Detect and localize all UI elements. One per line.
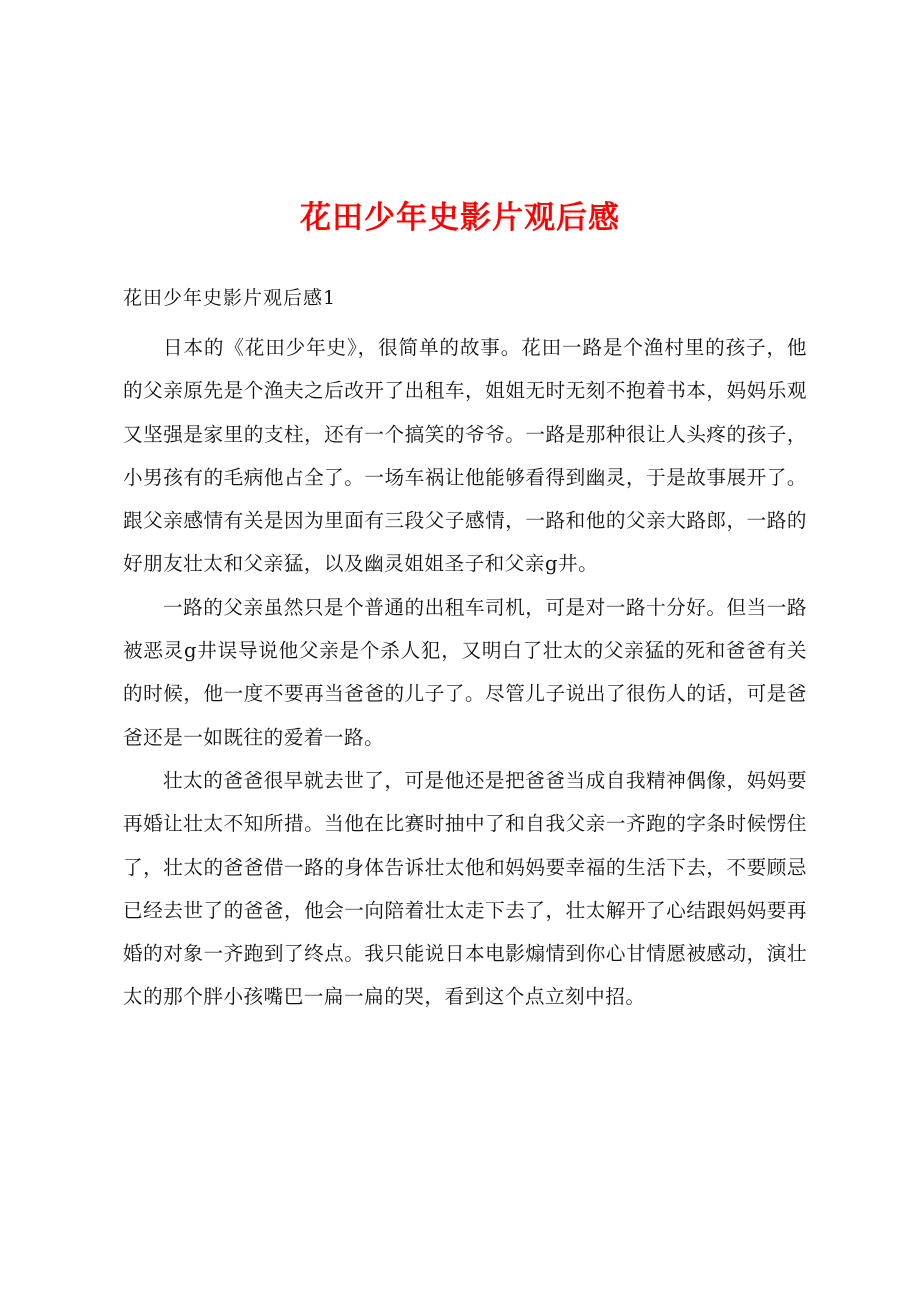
document-body (123, 326, 807, 1019)
section-heading: 花田少年史影片观后感1 (123, 287, 337, 309)
paragraph-2: 一路的父亲虽然只是个普通的出租车司机，可是对一路十分好。但当一路被恶灵g井误导说他父亲是个杀人犯，又明白了壮太的父亲猛的死和爸爸有关的时候，他一度不要再当爸爸的儿子了。尽管儿子说出了很伤人的话，可是爸爸还是一如既往的爱着一路。 (123, 595, 807, 749)
paragraph-1: 日本的《花田少年史》，很简单的故事。花田一路是个渔村里的孩子，他的父亲原先是个渔夫之后改开了出租车，姐姐无时无刻不抱着书本，妈妈乐观又坚强是家里的支柱，还有一个搞笑的爷爷。一路是那种很让人头疼的孩子，小男孩有的毛病他占全了。一场车祸让他能够看得到幽灵，于是故事展开了。跟父亲感情有关是因为里面有三段父子感情，一路和他的父亲大路郎，一路的好朋友壮太和父亲猛，以及幽灵姐姐圣子和父亲g井。 (123, 336, 807, 576)
paragraph-3: 壮太的爸爸很早就去世了，可是他还是把爸爸当成自我精神偶像，妈妈要再婚让壮太不知所措。当他在比赛时抽中了和自我父亲一齐跑的字条时候愣住了，壮太的爸爸借一路的身体告诉壮太他和妈妈要幸福的生活下去，不要顾忌已经去世了的爸爸，他会一向陪着壮太走下去了，壮太解开了心结跟妈妈要再婚的对象一齐跑到了终点。我只能说日本电影煽情到你心甘情愿被感动，演壮太的那个胖小孩嘴巴一扁一扁的哭，看到这个点立刻中招。 (123, 768, 807, 1009)
document-title: 花田少年史影片观后感 (300, 200, 620, 236)
